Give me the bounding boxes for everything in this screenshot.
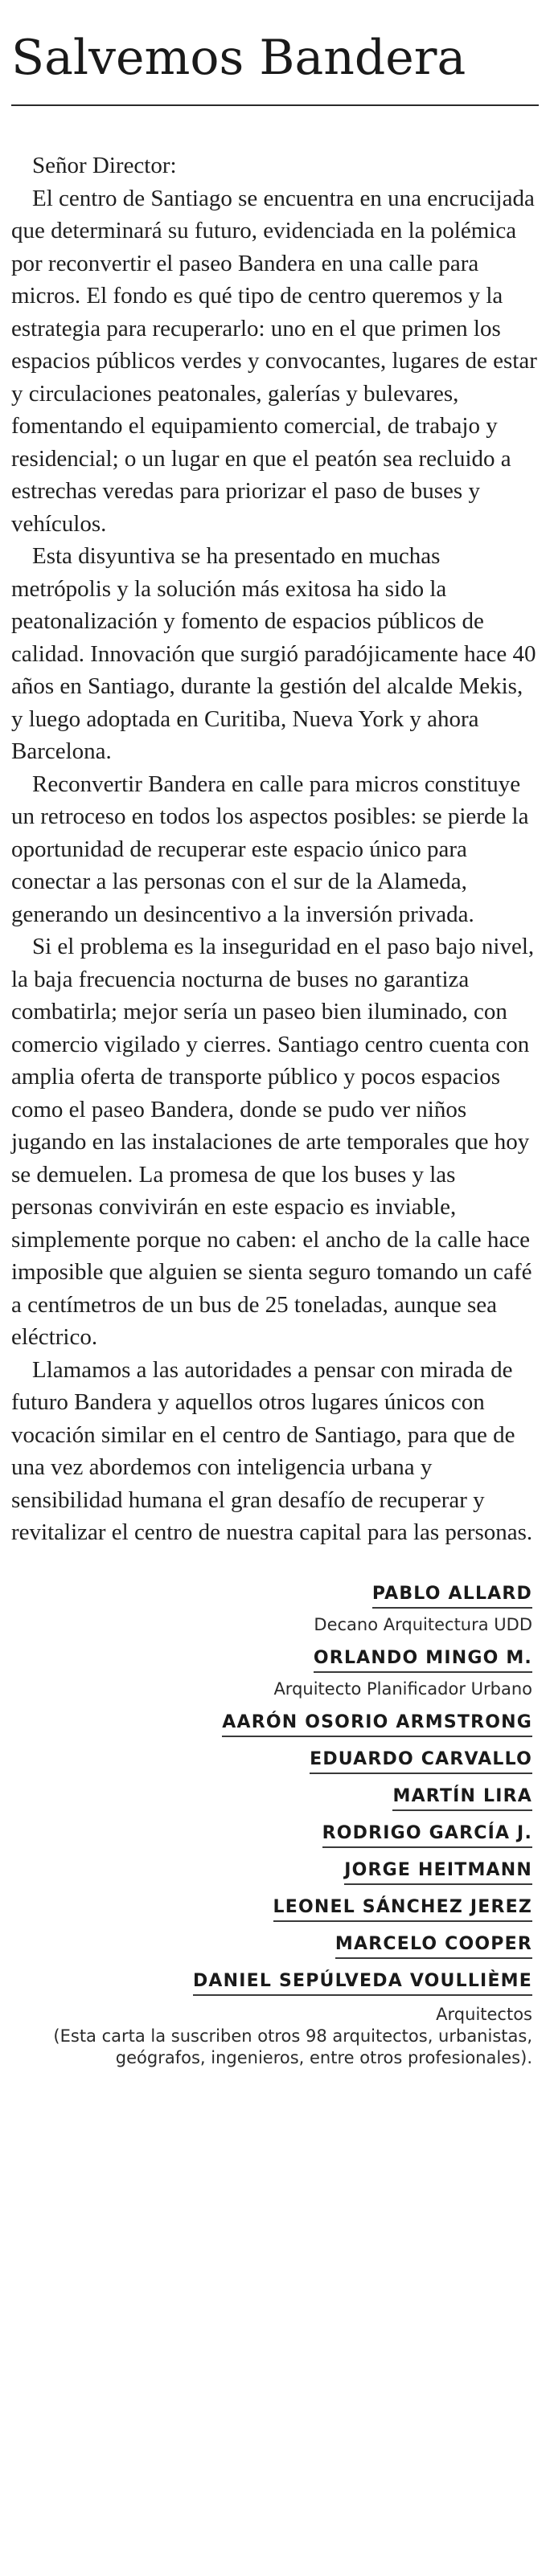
signatory-name: LEONEL SÁNCHEZ JEREZ xyxy=(273,1895,532,1922)
signatory-name: MARCELO COOPER xyxy=(335,1932,532,1959)
signatory-name: EDUARDO CARVALLO xyxy=(310,1748,532,1774)
signatory xyxy=(11,1811,532,1848)
closing-note: (Esta carta la suscriben otros 98 arquitectos, urbanistas, geógrafos, ingenieros, entre otros profesionales). xyxy=(53,2026,532,2067)
signatory-name: PABLO ALLARD xyxy=(372,1582,532,1609)
headline-divider xyxy=(11,104,539,106)
paragraph: Reconvertir Bandera en calle para micros constituye un retroceso en todos los aspectos posibles: se pierde la oportunidad de recuperar este espacio único para conectar a las personas con el sur de la Alameda, generando un desincentivo a la inversión privada. xyxy=(11,771,529,927)
signatory-name: MARTÍN LIRA xyxy=(392,1785,532,1811)
signatory xyxy=(11,1848,532,1885)
paragraph: El centro de Santiago se encuentra en una encrucijada que determinará su futuro, evidenciada en la polémica por reconvertir el paseo Bandera en una calle para micros. El fondo es qué tipo de centro queremos y la estrategia para recuperarlo: uno en el que primen los espacios públicos verdes y convocantes, lugares de estar y circulaciones peatonales, galerías y bulevares, fomentando el equipamiento comercial, de trabajo y residencial; o un lugar en que el peatón sea recluido a estrechas veredas para priorizar el paso de buses y vehículos. xyxy=(11,185,537,537)
salutation: Señor Director: xyxy=(32,153,177,178)
signatory-name: DANIEL SEPÚLVEDA VOULLIÈME xyxy=(193,1969,532,1996)
signatory xyxy=(11,1774,532,1811)
signatory xyxy=(11,1885,532,1922)
letter-body xyxy=(11,149,539,1549)
signatory-name: JORGE HEITMANN xyxy=(344,1858,532,1885)
signatory-role: Decano Arquitectura UDD xyxy=(314,1614,532,1634)
signatory xyxy=(11,1737,532,1774)
signatory xyxy=(11,1922,532,1959)
headline: Salvemos Bandera xyxy=(11,30,466,86)
signatory xyxy=(11,1959,532,1996)
signatory-name: AARÓN OSORIO ARMSTRONG xyxy=(222,1711,532,1737)
signatory-name: RODRIGO GARCÍA J. xyxy=(322,1822,532,1848)
signature-block xyxy=(11,1572,539,1996)
paragraph: Si el problema es la inseguridad en el paso bajo nivel, la baja frecuencia nocturna de buses no garantiza combatirla; mejor sería un paseo bien iluminado, con comercio vigilado y cierres. Santiago centro cuenta con amplia oferta de transporte público y pocos espacios como el paseo Bandera, donde se pudo ver niños jugando en las instalaciones de arte temporales que hoy se demuelen. La promesa de que los buses y las personas convivirán en este espacio es inviable, simplemente porque no caben: el ancho de la calle hace imposible que alguien se sienta seguro tomando un café a centímetros de un bus de 25 toneladas, aunque sea eléctrico. xyxy=(11,934,535,1350)
paragraph: Esta disyuntiva se ha presentado en muchas metrópolis y la solución más exitosa ha sido la peatonalización y fomento de espacios públicos de calidad. Innovación que surgió paradójicamente hace 40 años en Santiago, durante la gestión del alcalde Mekis, y luego adoptada en Curitiba, Nueva York y ahora Barcelona. xyxy=(11,543,536,764)
closing-title: Arquitectos xyxy=(436,2004,532,2024)
signatory xyxy=(11,1700,532,1737)
signatory xyxy=(11,1572,532,1636)
signatory-role: Arquitecto Planificador Urbano xyxy=(273,1678,532,1699)
signatory-name: ORLANDO MINGO M. xyxy=(314,1646,532,1673)
signatory xyxy=(11,1636,532,1700)
paragraph: Llamamos a las autoridades a pensar con mirada de futuro Bandera y aquellos otros lugares únicos con vocación similar en el centro de Santiago, para que de una vez abordemos con inteligencia urbana y sensibilidad humana el gran desafío de recuperar y revitalizar el centro de nuestra capital para las personas. xyxy=(11,1356,533,1545)
